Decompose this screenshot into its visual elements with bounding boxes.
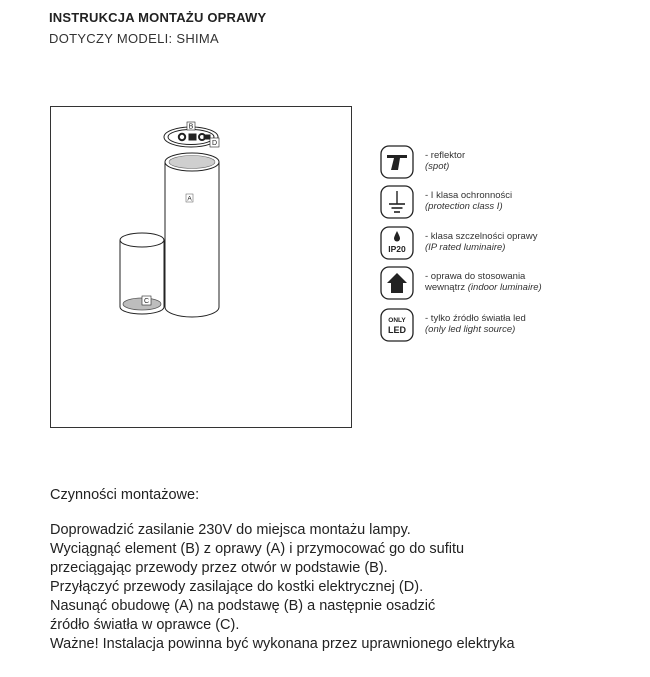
only-led-icon — [380, 308, 414, 342]
lamp-diagram — [50, 106, 352, 428]
model-subtitle: DOTYCZY MODELI: SHIMA — [49, 31, 220, 46]
symbol-text-indoor: - oprawa do stosowania wewnątrz (indoor luminaire) — [425, 271, 542, 293]
symbol-text-only-led: - tylko źródło światła led (only led light source) — [425, 313, 526, 335]
instruction-line: Wyciągnąć element (B) z oprawy (A) i przymocować go do sufitu — [50, 541, 465, 557]
instruction-line: przeciągając przewody przez otwór w podstawie (B). — [50, 560, 388, 576]
svg-text:A: A — [187, 195, 192, 203]
spot-reflector-icon — [380, 145, 414, 179]
housing-body-a — [165, 153, 219, 317]
lamp-drawing — [51, 107, 353, 429]
svg-text:IP20: IP20 — [388, 244, 406, 254]
svg-text:ONLY: ONLY — [388, 317, 406, 324]
instruction-line: Nasunąć obudowę (A) na podstawę (B) a następnie osadzić — [50, 598, 436, 614]
svg-text:C: C — [143, 298, 150, 305]
instruction-line: źródło światła w oprawce (C). — [50, 617, 240, 633]
symbol-row-indoor — [380, 266, 640, 300]
symbol-row-only-led — [380, 308, 640, 342]
page-title: INSTRUKCJA MONTAŻU OPRAWY — [49, 10, 267, 25]
indoor-house-icon — [380, 266, 414, 300]
symbol-legend — [380, 145, 640, 345]
label-d — [210, 138, 219, 147]
label-a — [186, 194, 193, 203]
instruction-line: Przyłączyć przewody zasilające do kostki elektrycznej (D). — [50, 579, 424, 595]
instruction-line: Doprowadzić zasilanie 230V do miejsca montażu lampy. — [50, 522, 411, 538]
instructions-heading: Czynności montażowe: — [50, 487, 200, 503]
svg-text:LED: LED — [388, 325, 406, 335]
svg-text:B: B — [188, 123, 194, 131]
label-c — [142, 296, 151, 305]
protection-class-1-icon — [380, 185, 414, 219]
symbol-row-ip20 — [380, 226, 640, 260]
symbol-text-class1: - I klasa ochronności (protection class I) — [425, 190, 513, 212]
symbol-text-spot: - reflektor (spot) — [425, 150, 466, 172]
symbol-row-class1 — [380, 185, 640, 219]
svg-text:D: D — [211, 140, 218, 147]
symbol-text-ip20: - klasa szczelności oprawy (IP rated luminaire) — [425, 231, 538, 253]
ip20-icon — [380, 226, 414, 260]
symbol-row-spot — [380, 145, 640, 179]
installation-instructions — [50, 486, 515, 654]
warning-text: Ważne! Instalacja powinna być wykonana przez uprawnionego elektryka — [50, 636, 515, 652]
label-b — [187, 122, 195, 131]
